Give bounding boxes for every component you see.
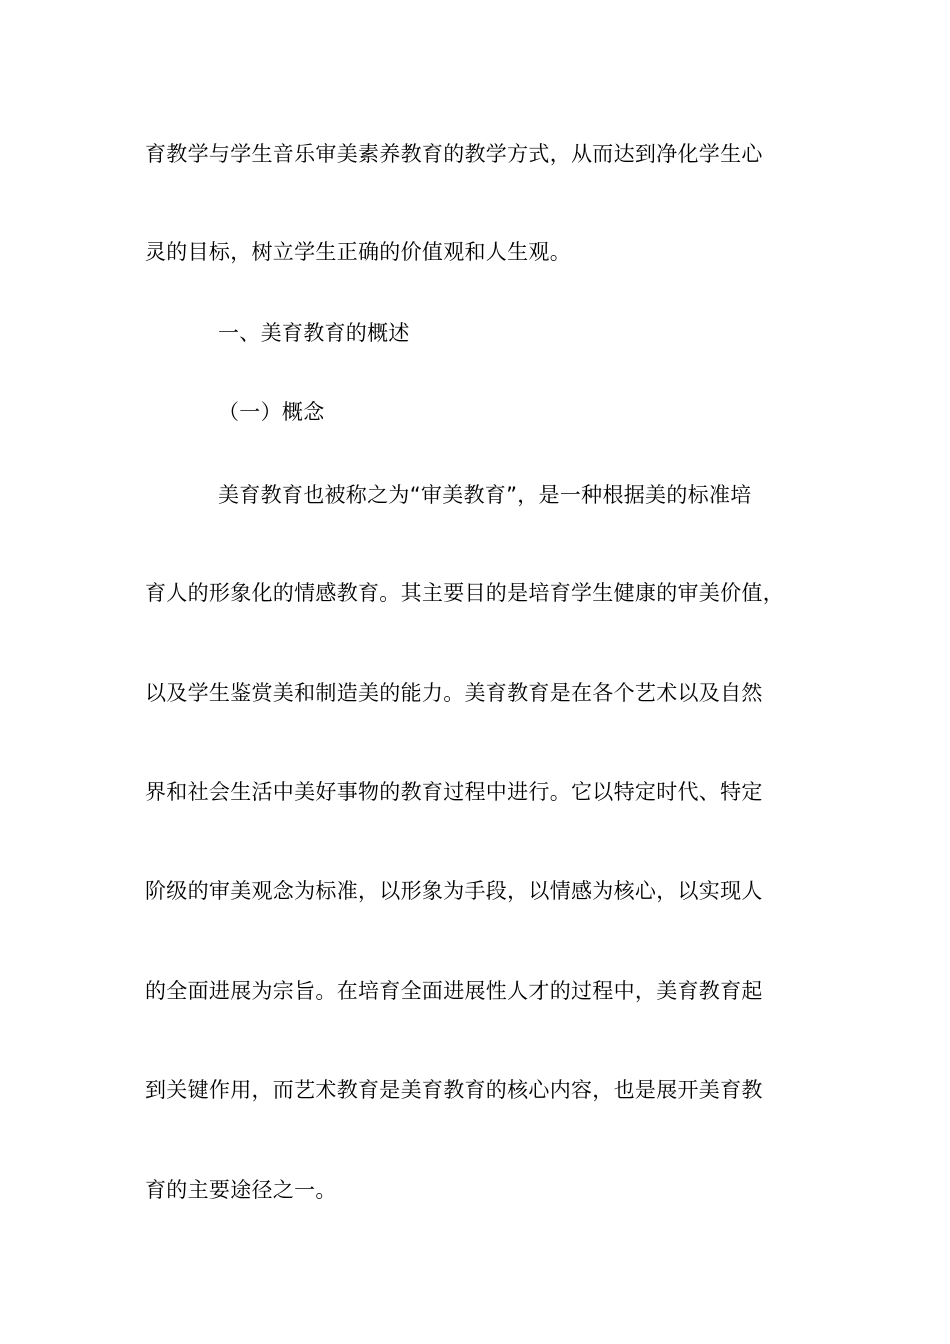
section-heading: 一、美育教育的概述 [218,321,410,345]
paragraph-line: 育的主要途径之一。 [145,1178,337,1202]
paragraph-line: 到关键作用，而艺术教育是美育教育的核心内容，也是展开美育教 [145,1078,763,1102]
paragraph-line: 界和社会生活中美好事物的教育过程中进行。它以特定时代、特定 [145,780,763,804]
paragraph-line: 的全面进展为宗旨。在培育全面进展性人才的过程中，美育教育起 [145,979,763,1003]
paragraph-line: 以及学生鉴赏美和制造美的能力。美育教育是在各个艺术以及自然 [145,681,763,705]
paragraph-line: 美育教育也被称之为“审美教育”，是一种根据美的标准培 [218,483,752,507]
subsection-heading: （一）概念 [218,400,325,424]
text-line: 育教学与学生音乐审美素养教育的教学方式，从而达到净化学生心 [145,142,763,166]
text-line: 灵的目标，树立学生正确的价值观和人生观。 [145,240,571,264]
paragraph-line: 阶级的审美观念为标准，以形象为手段，以情感为核心，以实现人 [145,879,763,903]
paragraph-line: 育人的形象化的情感教育。其主要目的是培育学生健康的审美价值， [145,581,784,605]
